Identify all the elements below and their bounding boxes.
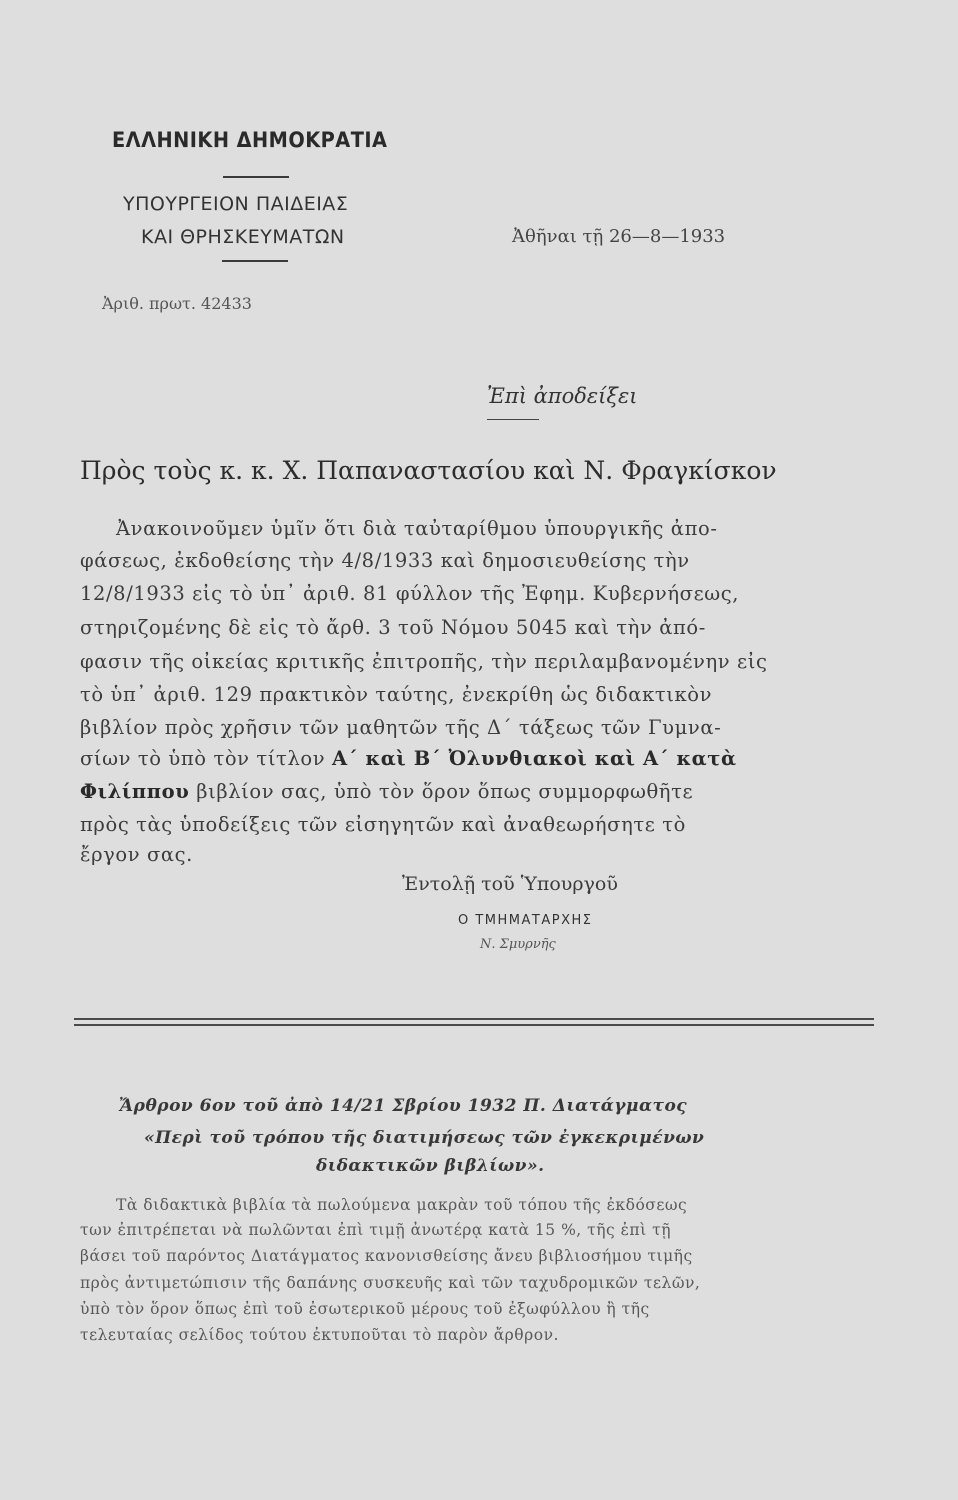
body-line-3: 12/8/1933 εἰς τὸ ὑπ᾽ ἀριθ. 81 φύλλον τῆς Ἐφημ. Κυβερνήσεως, [80,582,740,605]
separator-rule-2 [74,1024,874,1026]
receipt-note: Ἐπὶ ἀποδείξει [487,384,638,408]
body-line-8-start: σίων τὸ ὑπὸ τὸν τίτλον [80,747,326,770]
body-line-8 [80,747,737,770]
body-line-9-rest: βιβλίον σας, ὑπὸ τὸν ὅρον ὅπως συμμορφωθῆτε [196,780,694,803]
body-line-2: φάσεως, ἐκδοθείσης τὴν 4/8/1933 καὶ δημοσιευθείσης τὴν [80,549,690,572]
ministry-line-1: ΥΠΟΥΡΓΕΙΟΝ ΠΑΙΔΕΙΑΣ [123,193,349,215]
body-line-4: στηριζομένης δὲ εἰς τὸ ἄρθ. 3 τοῦ Νόμου 5045 καὶ τὴν ἀπό- [80,616,706,639]
article-line-6: τελευταίας σελίδος τούτου ἐκτυποῦται τὸ παρὸν ἄρθρον. [80,1326,559,1344]
republic-heading: ΕΛΛΗΝΙΚΗ ΔΗΜΟΚΡΑΤΙΑ [112,128,388,152]
body-line-1: Ἀνακοινοῦμεν ὑμῖν ὅτι διὰ ταὐταρίθμου ὑπουργικῆς ἀπο- [116,517,718,540]
article-line-2: των ἐπιτρέπεται νὰ πωλῶνται ἐπὶ τιμῇ ἀνωτέρᾳ κατὰ 15 %, τῆς ἐπὶ τῇ [80,1221,671,1239]
ministry-line-2: ΚΑΙ ΘΡΗΣΚΕΥΜΑΤΩΝ [141,226,345,248]
body-line-10: πρὸς τὰς ὑποδείξεις τῶν εἰσηγητῶν καὶ ἀναθεωρήσητε τὸ [80,813,686,836]
article-line-5: ὑπὸ τὸν ὅρον ὅπως ἐπὶ τοῦ ἐσωτερικοῦ μέρους τοῦ ἐξωφύλλου ἢ τῆς [80,1300,650,1318]
signatory-title: Ο ΤΜΗΜΑΤΑΡΧΗΣ [458,913,593,928]
body-line-11: ἔργον σας. [80,843,193,866]
book-title-part-2: Φιλίππου [80,780,190,803]
article-line-3: βάσει τοῦ παρόντος Διατάγματος κανονισθείσης ἄνευ βιβλιοσήμου τιμῆς [80,1247,693,1265]
article-line-1: Τὰ διδακτικὰ βιβλία τὰ πωλούμενα μακρὰν τοῦ τόπου τῆς ἐκδόσεως [116,1196,688,1214]
protocol-number: Ἀριθ. πρωτ. 42433 [102,294,252,313]
article-title-line-2: «Περὶ τοῦ τρόπου τῆς διατιμήσεως τῶν ἐγκεκριμένων [144,1128,705,1148]
body-line-7: βιβλίον πρὸς χρῆσιν τῶν μαθητῶν τῆς Δ΄ τάξεως τῶν Γυμνα- [80,716,722,739]
book-title-part-1: Α΄ καὶ Β΄ Ὀλυνθιακοὶ καὶ Α΄ κατὰ [332,747,737,770]
body-line-9 [80,780,693,803]
signed-by-order: Ἐντολῇ τοῦ Ὑπουργοῦ [402,873,618,895]
article-title-line-3: διδακτικῶν βιβλίων». [316,1156,545,1176]
body-line-5: φασιν τῆς οἰκείας κριτικῆς ἐπιτροπῆς, τὴν περιλαμβανομένην εἰς [80,650,768,673]
receipt-underline [487,419,539,420]
header-rule-top [223,176,289,178]
addressee: Πρὸς τοὺς κ. κ. Χ. Παπαναστασίου καὶ Ν. Φραγκίσκον [80,456,777,485]
separator-rule-1 [74,1018,874,1020]
header-rule-bottom [222,260,288,262]
signatory-name: Ν. Σμυρνῆς [480,937,556,952]
article-line-4: πρὸς ἀντιμετώπισιν τῆς δαπάνης συσκευῆς καὶ τῶν ταχυδρομικῶν τελῶν, [80,1274,701,1292]
letter-date: Ἀθῆναι τῇ 26—8—1933 [512,226,726,247]
body-line-6: τὸ ὑπ᾽ ἀριθ. 129 πρακτικὸν ταύτης, ἐνεκρίθη ὡς διδακτικὸν [80,683,713,706]
article-title-line-1: Ἄρθρον 6ον τοῦ ἀπὸ 14/21 Σβρίου 1932 Π. Διατάγματος [119,1096,688,1116]
